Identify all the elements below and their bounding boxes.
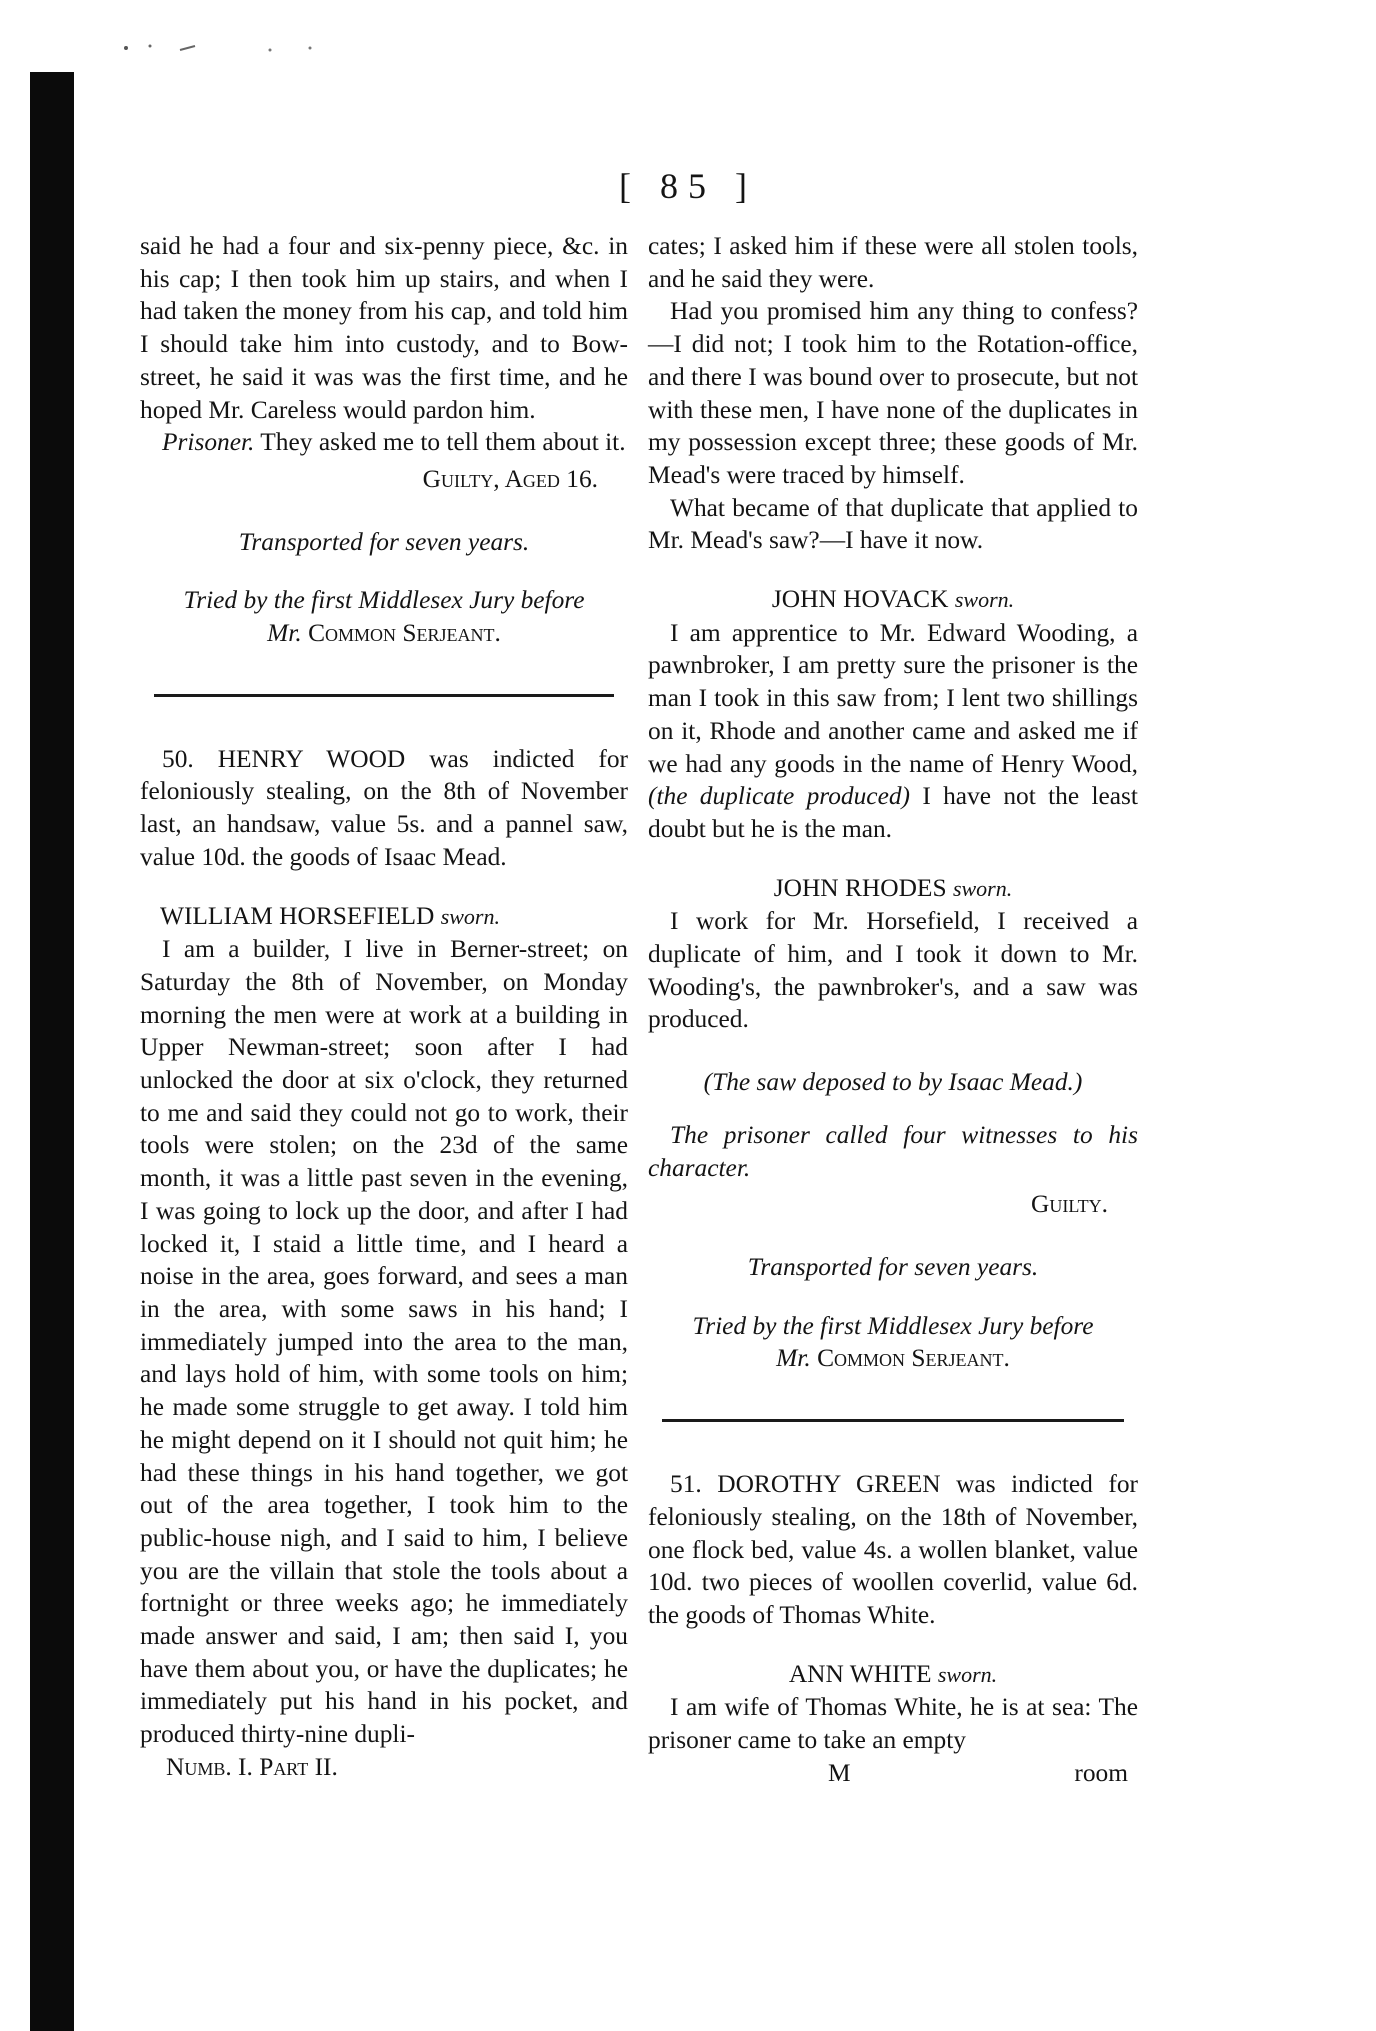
sentence: Transported for seven years. xyxy=(238,527,530,556)
tried-judge: Common Serjeant. xyxy=(308,619,501,648)
tried-line-1: Tried by the first Middlesex Jury before xyxy=(692,1311,1094,1340)
witness-heading xyxy=(140,900,628,934)
testimony-part-1: I am apprentice to Mr. Edward Wooding, a pawnbroker, I am pretty sure the prisoner is the man I took in this saw from; I lent two shillings on it, Rhode and another came and asked me if we had any goods in the name of Henry Wood, xyxy=(648,618,1138,778)
sworn-label: sworn. xyxy=(440,903,500,929)
scan-specks xyxy=(120,40,380,70)
prisoner-statement-text: They asked me to tell them about it. xyxy=(260,428,626,457)
tried-judge: Common Serjeant. xyxy=(817,1344,1010,1373)
signature-footer: Numb. I. Part II. xyxy=(166,1752,338,1781)
sworn-label: sworn. xyxy=(952,875,1013,901)
question: What became of that duplicate that applied to Mr. Mead's saw?—I have it now. xyxy=(648,493,1138,555)
witness-name: JOHN HOVACK xyxy=(771,585,949,614)
testimony-part-2: I have not the least doubt but he is the man. xyxy=(648,782,1138,843)
witness-name: JOHN RHODES xyxy=(773,873,947,902)
witnesses-called-note: The prisoner called four witnesses to his character. xyxy=(648,1120,1138,1182)
sentence: Transported for seven years. xyxy=(747,1252,1039,1281)
tried-mr: Mr. xyxy=(267,619,302,648)
tried-line-2 xyxy=(648,1342,1138,1375)
page-footer xyxy=(648,1757,1138,1790)
prisoner-label: Prisoner. xyxy=(162,428,255,457)
testimony xyxy=(648,617,1138,846)
case-50-indictment: 50. HENRY WOOD was indicted for feloniously stealing, on the 8th of November last, an handsaw, value 5s. and a pannel saw, value 10d. the goods of Isaac Mead. xyxy=(140,744,628,871)
prisoner-statement xyxy=(140,426,628,459)
testimony: I am a builder, I live in Berner-street; on Saturday the 8th of November, on Monday morning the men were at work at a building in Upper Newman-street; soon after I had unlocked the door at six o'clock, they returned to me and said they could not go to work, their tools were stolen; on the 23d of the same month, it was a little past seven in the evening, I was going to lock up the door, and after I had locked it, I staid a little time, and I heard a noise in the area, goes forward, and sees a man in the area, with some saws in his hand; I immediately jumped into the area to the man, and lays hold of him, with some tools on him; he made some struggle to get away. I told him he might depend on it I should not quit him; he had these things in his hand together, we got out of the area together, I took him to the public-house nigh, and I said to him, I believe you are the villain that stole the tools about a fortnight or three weeks ago; he immediately made answer and said, I am; then said I, you have them about you, or have the duplicates; he immediately put his hand in his pocket, and produced thirty-nine dupli- xyxy=(140,935,628,1749)
witness-heading xyxy=(648,872,1138,906)
right-column xyxy=(648,230,1138,1789)
page-number: [ 85 ] xyxy=(619,166,757,206)
continued-paragraph: said he had a four and six-penny piece, &c. in his cap; I then took him up stairs, and when I had taken the money from his cap, and told him I should take him into custody, and to Bow-street, he said it was was the first time, and he hoped Mr. Careless would pardon him. xyxy=(140,232,628,424)
verdict: Guilty, Aged 16. xyxy=(422,464,598,493)
tried-before xyxy=(648,1310,1138,1375)
sworn-label: sworn. xyxy=(954,587,1015,613)
verdict: Guilty. xyxy=(1030,1190,1108,1219)
continued-paragraph: cates; I asked him if these were all stolen tools, and he said they were. xyxy=(648,232,1138,293)
tried-line-2 xyxy=(140,617,628,650)
testimony: I am wife of Thomas White, he is at sea: The prisoner came to take an empty xyxy=(648,1693,1138,1755)
signature-mark: M xyxy=(828,1758,851,1787)
sworn-label: sworn. xyxy=(937,1661,998,1687)
witness-heading xyxy=(648,583,1138,617)
book-spine-shadow xyxy=(30,72,74,2031)
section-divider xyxy=(662,1419,1124,1422)
testimony: I work for Mr. Horsefield, I received a duplicate of him, and I took it down to Mr. Wooding's, the pawnbroker's, and a saw was produced. xyxy=(648,907,1138,1034)
case-51-indictment: 51. DOROTHY GREEN was indicted for feloniously stealing, on the 18th of November, one flock bed, value 4s. a wollen blanket, value 10d. two pieces of woollen coverlid, value 6d. the goods of Thomas White. xyxy=(648,1470,1138,1629)
saw-deposed-note: (The saw deposed to by Isaac Mead.) xyxy=(703,1068,1083,1097)
tried-before xyxy=(140,584,628,649)
tried-line-1: Tried by the first Middlesex Jury before xyxy=(183,586,585,615)
duplicate-produced-note: (the duplicate produced) xyxy=(648,782,911,811)
left-column xyxy=(140,230,628,1784)
witness-name: ANN WHITE xyxy=(788,1659,932,1688)
witness-heading xyxy=(648,1658,1138,1692)
question: Had you promised him any thing to confess?—I did not; I took him to the Rotation-office, and there I was bound over to prosecute, but not with these men, I have none of the duplicates in my possession except three; these goods of Mr. Mead's were traced by himself. xyxy=(648,297,1138,489)
witness-name: WILLIAM HORSEFIELD xyxy=(160,901,435,930)
section-divider xyxy=(154,694,614,697)
catchword: room xyxy=(1074,1758,1128,1787)
tried-mr: Mr. xyxy=(776,1344,811,1373)
